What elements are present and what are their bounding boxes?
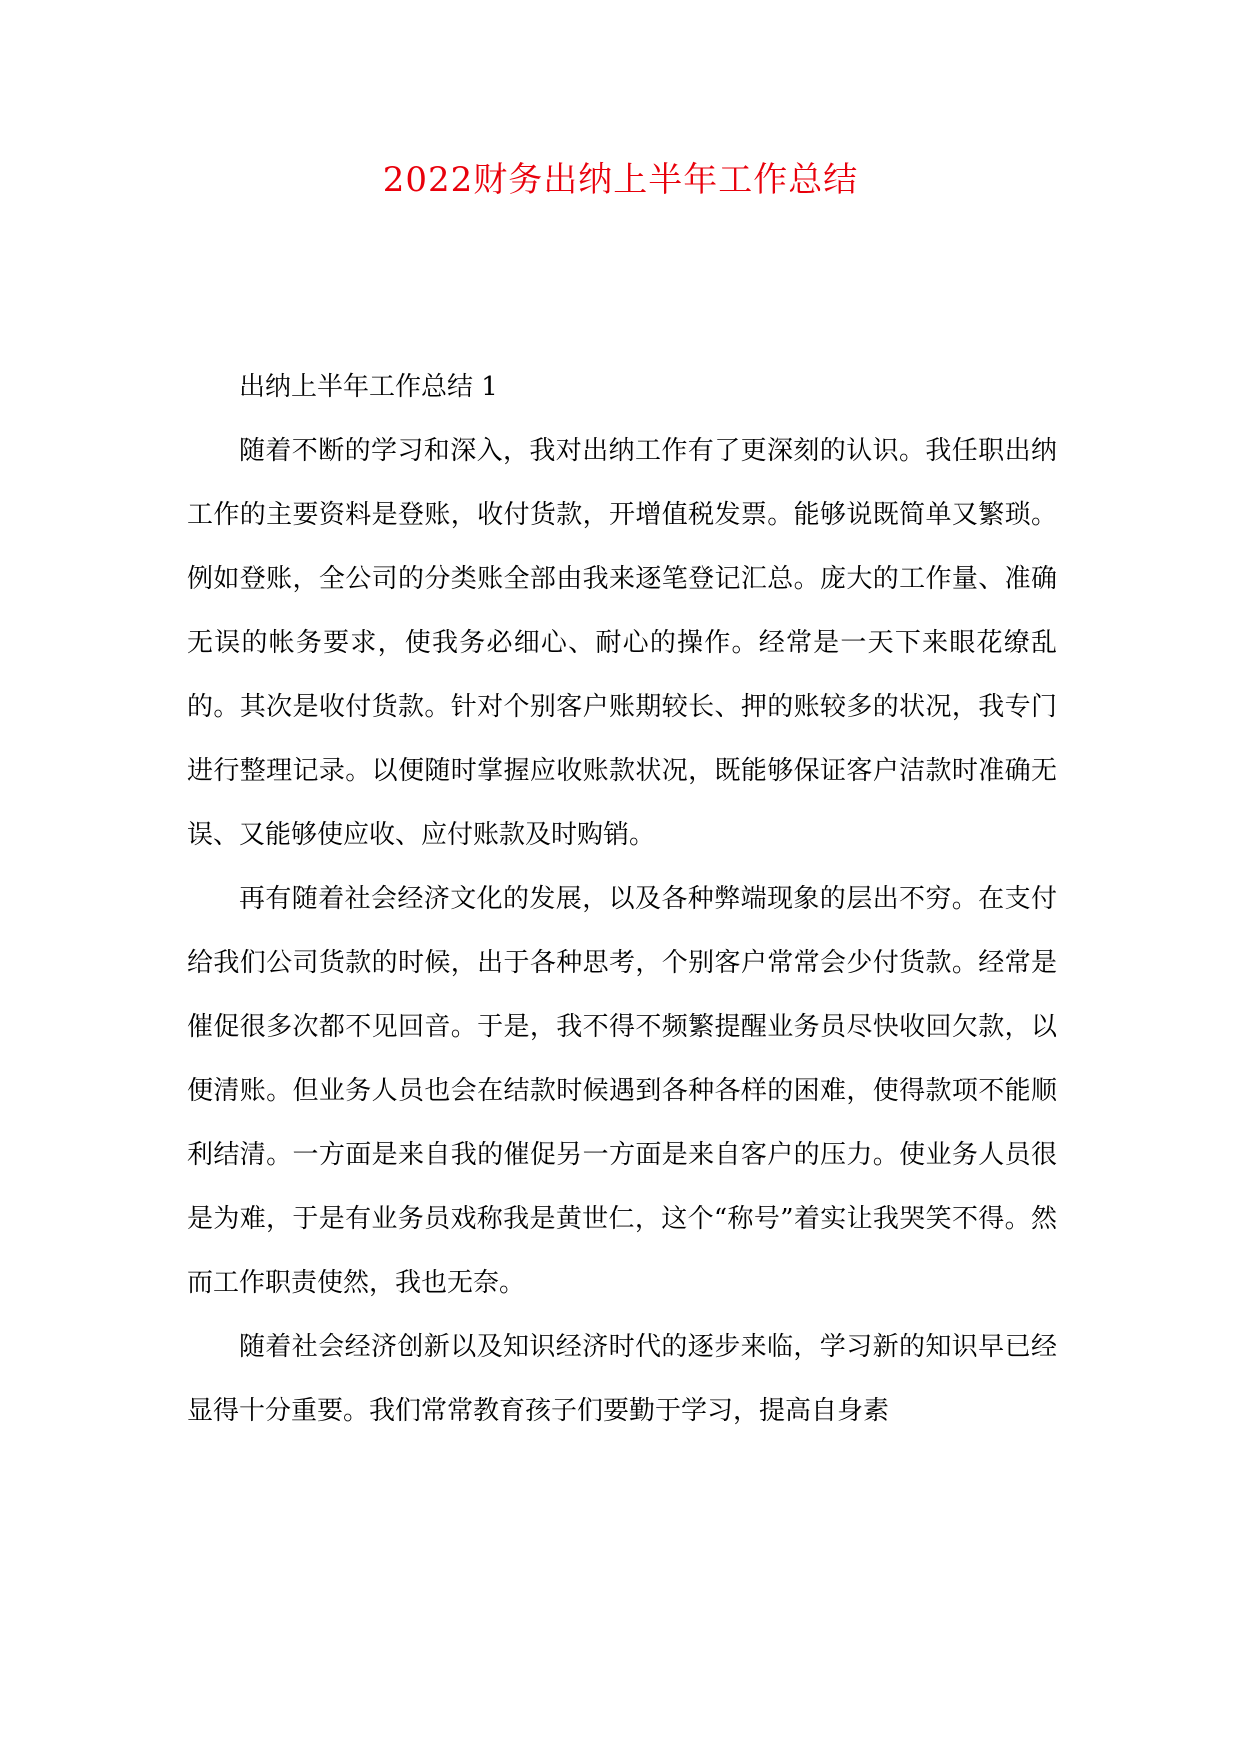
section-heading: 出纳上半年工作总结 1 — [239, 372, 498, 402]
document-body — [187, 355, 1057, 1443]
paragraph-1: 随着不断的学习和深入，我对出纳工作有了更深刻的认识。我任职出纳工作的主要资料是登账，收付货款，开增值税发票。能够说既简单又繁琐。例如登账，全公司的分类账全部由我来逐笔登记汇总。庞大的工作量、准确无误的帐务要求，使我务必细心、耐心的操作。经常是一天下来眼花缭乱的。其次是收付货款。针对个别客户账期较长、押的账较多的状况，我专门进行整理记录。以便随时掌握应收账款状况，既能够保证客户洁款时准确无误、又能够使应收、应付账款及时购销。 — [187, 436, 1057, 850]
paragraph-2: 再有随着社会经济文化的发展，以及各种弊端现象的层出不穷。在支付给我们公司货款的时候，出于各种思考，个别客户常常会少付货款。经常是催促很多次都不见回音。于是，我不得不频繁提醒业务员尽快收回欠款，以便清账。但业务人员也会在结款时候遇到各种各样的困难，使得款项不能顺利结清。一方面是来自我的催促另一方面是来自客户的压力。使业务人员很是为难，于是有业务员戏称我是黄世仁，这个“称号”着实让我哭笑不得。然而工作职责使然，我也无奈。 — [187, 884, 1057, 1298]
document-title: 2022财务出纳上半年工作总结 — [382, 160, 859, 200]
paragraph-3: 随着社会经济创新以及知识经济时代的逐步来临，学习新的知识早已经显得十分重要。我们常常教育孩子们要勤于学习，提高自身素 — [187, 1332, 1057, 1426]
